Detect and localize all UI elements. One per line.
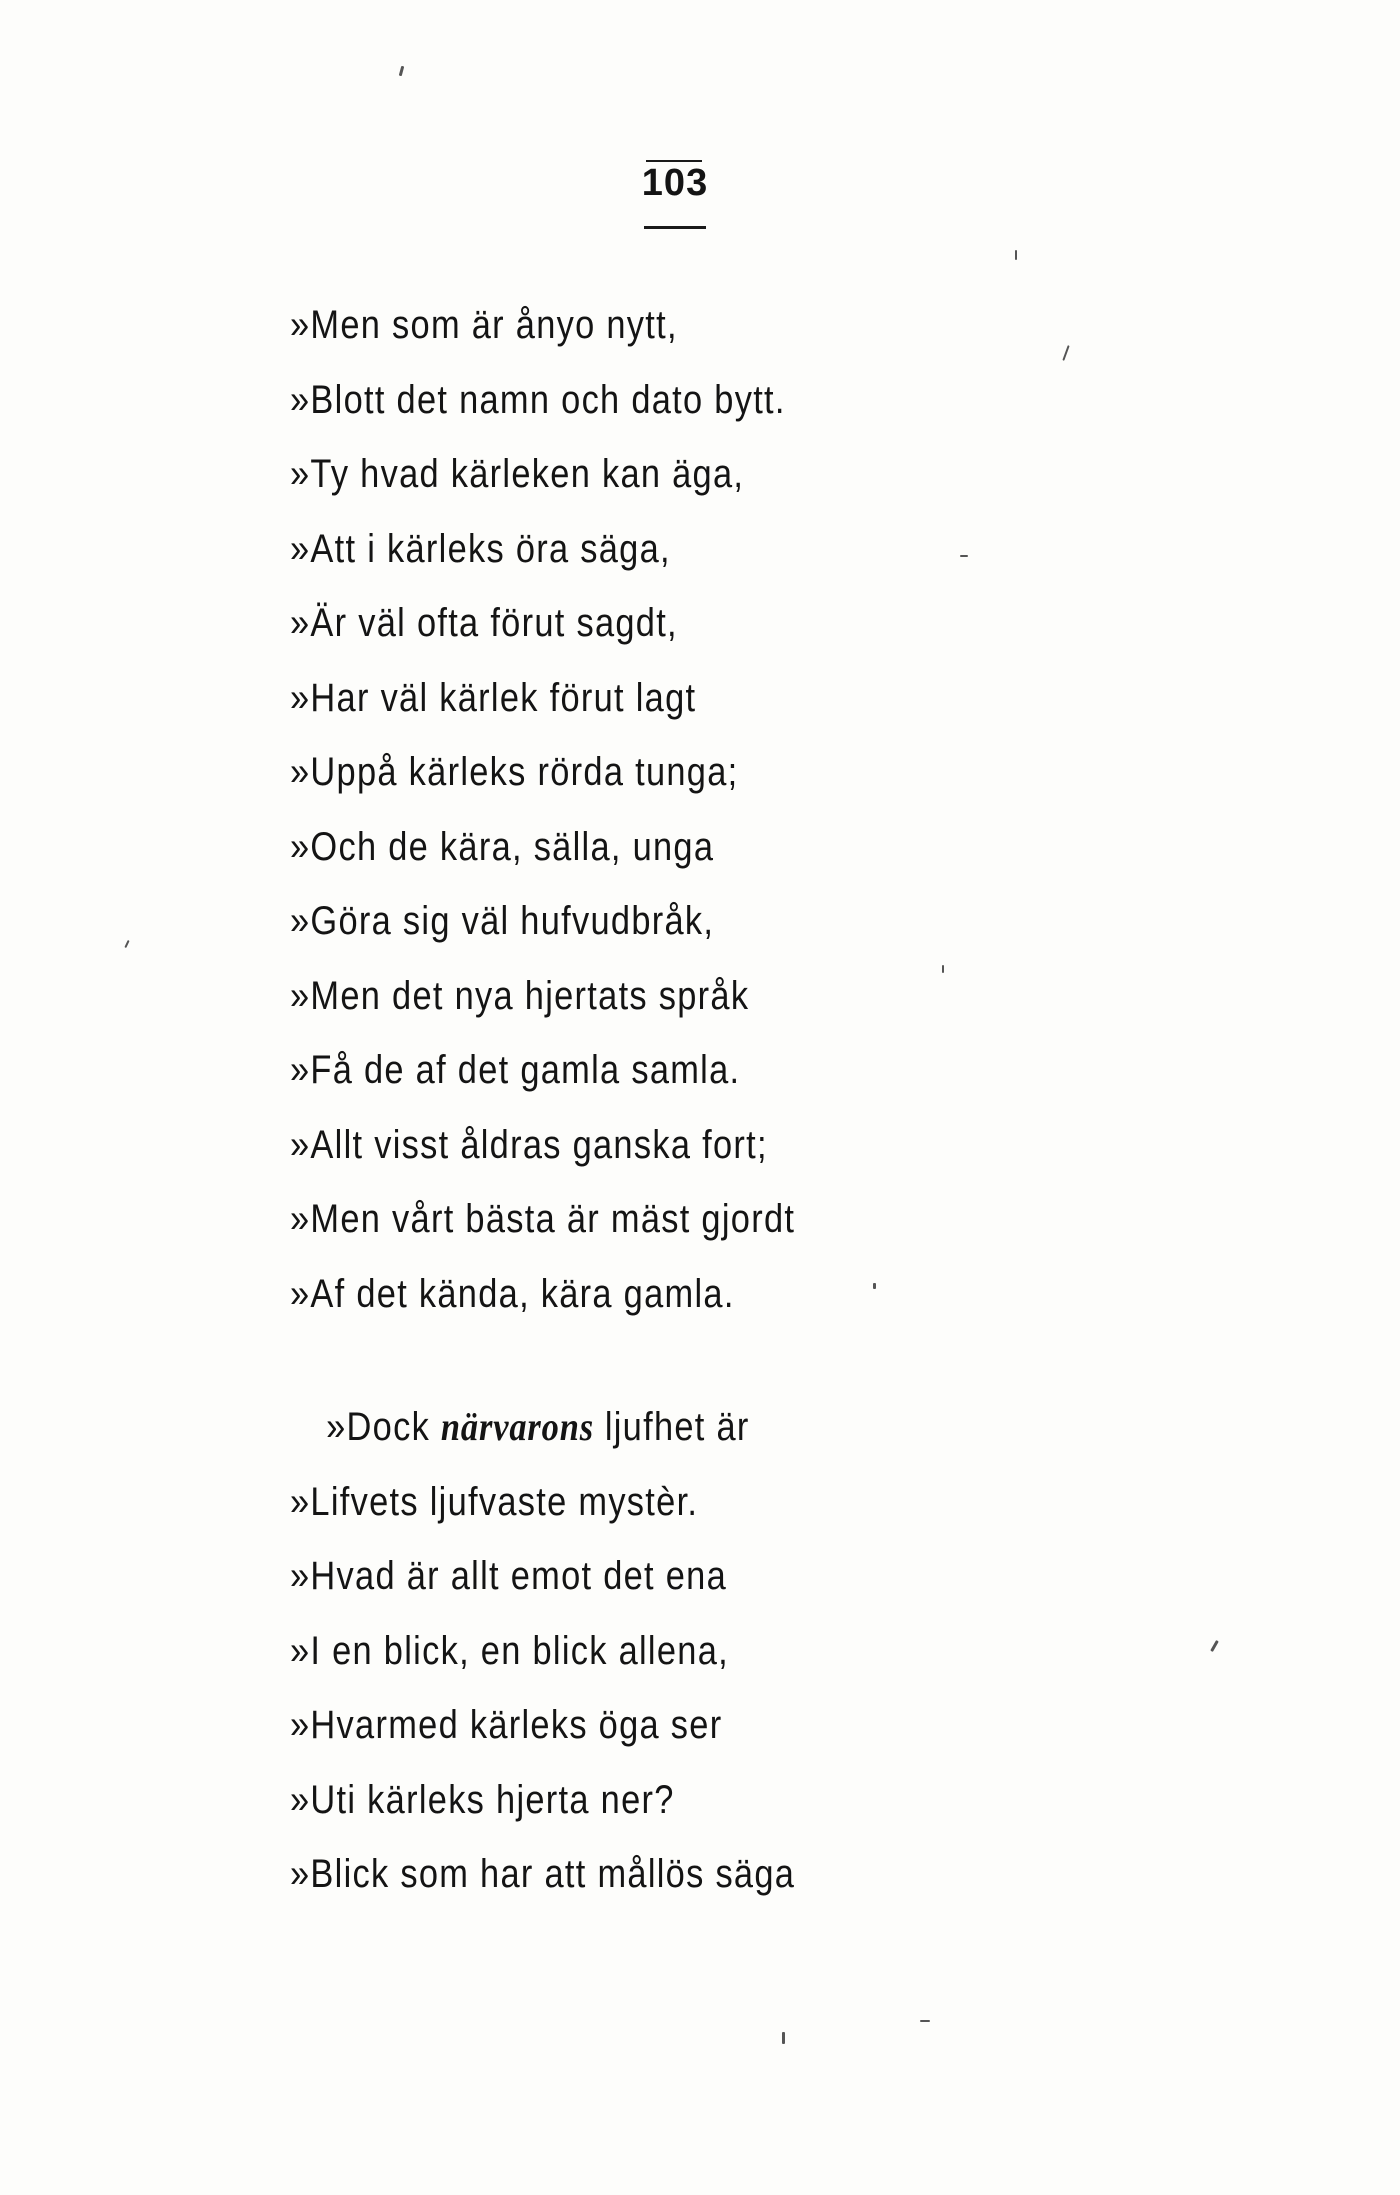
poem-line: »Uppå kärleks rörda tunga; (290, 750, 739, 794)
emphasized-word: närvarons (440, 1404, 594, 1449)
poem-line: »Blott det namn och dato bytt. (290, 377, 786, 422)
scan-speck (1210, 1640, 1219, 1652)
poem-line: »Men som är ånyo nytt, (290, 303, 678, 347)
poem-line: »Att i kärleks öra säga, (290, 526, 671, 571)
scan-speck (942, 965, 944, 973)
poem-line: »Har väl kärlek förut lagt (290, 675, 697, 720)
scan-speck (960, 555, 968, 557)
poem-line: »Hvarmed kärleks öga ser (290, 1703, 723, 1747)
scan-speck (399, 66, 404, 76)
scan-speck (1062, 345, 1069, 361)
poem-line: »Af det kända, kära gamla. (290, 1271, 735, 1316)
poem-line: »Ty hvad kärleken kan äga, (290, 452, 745, 496)
poem-line: »Men det nya hjertats språk (290, 973, 750, 1018)
poem-line: »I en blick, en blick allena, (290, 1628, 729, 1673)
poem-line: »Och de kära, sälla, unga (290, 824, 715, 869)
poem-line: »Hvad är allt emot det ena (290, 1554, 728, 1598)
poem-line: »Allt visst åldras ganska fort; (290, 1122, 768, 1167)
page-number-underline (644, 226, 706, 229)
poem-stanza-1 (290, 288, 877, 1331)
scan-speck (1015, 250, 1017, 260)
poem-line: »Få de af det gamla samla. (290, 1048, 741, 1092)
poem-line-with-emphasis (290, 1390, 795, 1465)
scan-speck (873, 1283, 876, 1289)
poem-line: »Uti kärleks hjerta ner? (290, 1777, 675, 1822)
poem-line: »Lifvets ljufvaste mystèr. (290, 1479, 699, 1524)
scan-speck (124, 940, 129, 948)
poem-line-suffix: ljufhet är (593, 1405, 750, 1449)
poem-line: »Blick som har att mållös säga (290, 1852, 796, 1896)
scan-speck (782, 2032, 785, 2044)
poem-stanza-2 (290, 1390, 877, 1912)
poem-line: »Göra sig väl hufvudbråk, (290, 899, 715, 943)
poem-line: »Är väl ofta förut sagdt, (290, 601, 678, 645)
poem-line-prefix: »Dock (326, 1405, 441, 1449)
scan-speck (920, 2020, 930, 2022)
poem-line: »Men vårt bästa är mäst gjordt (290, 1197, 796, 1241)
page-number: 103 (641, 162, 709, 204)
